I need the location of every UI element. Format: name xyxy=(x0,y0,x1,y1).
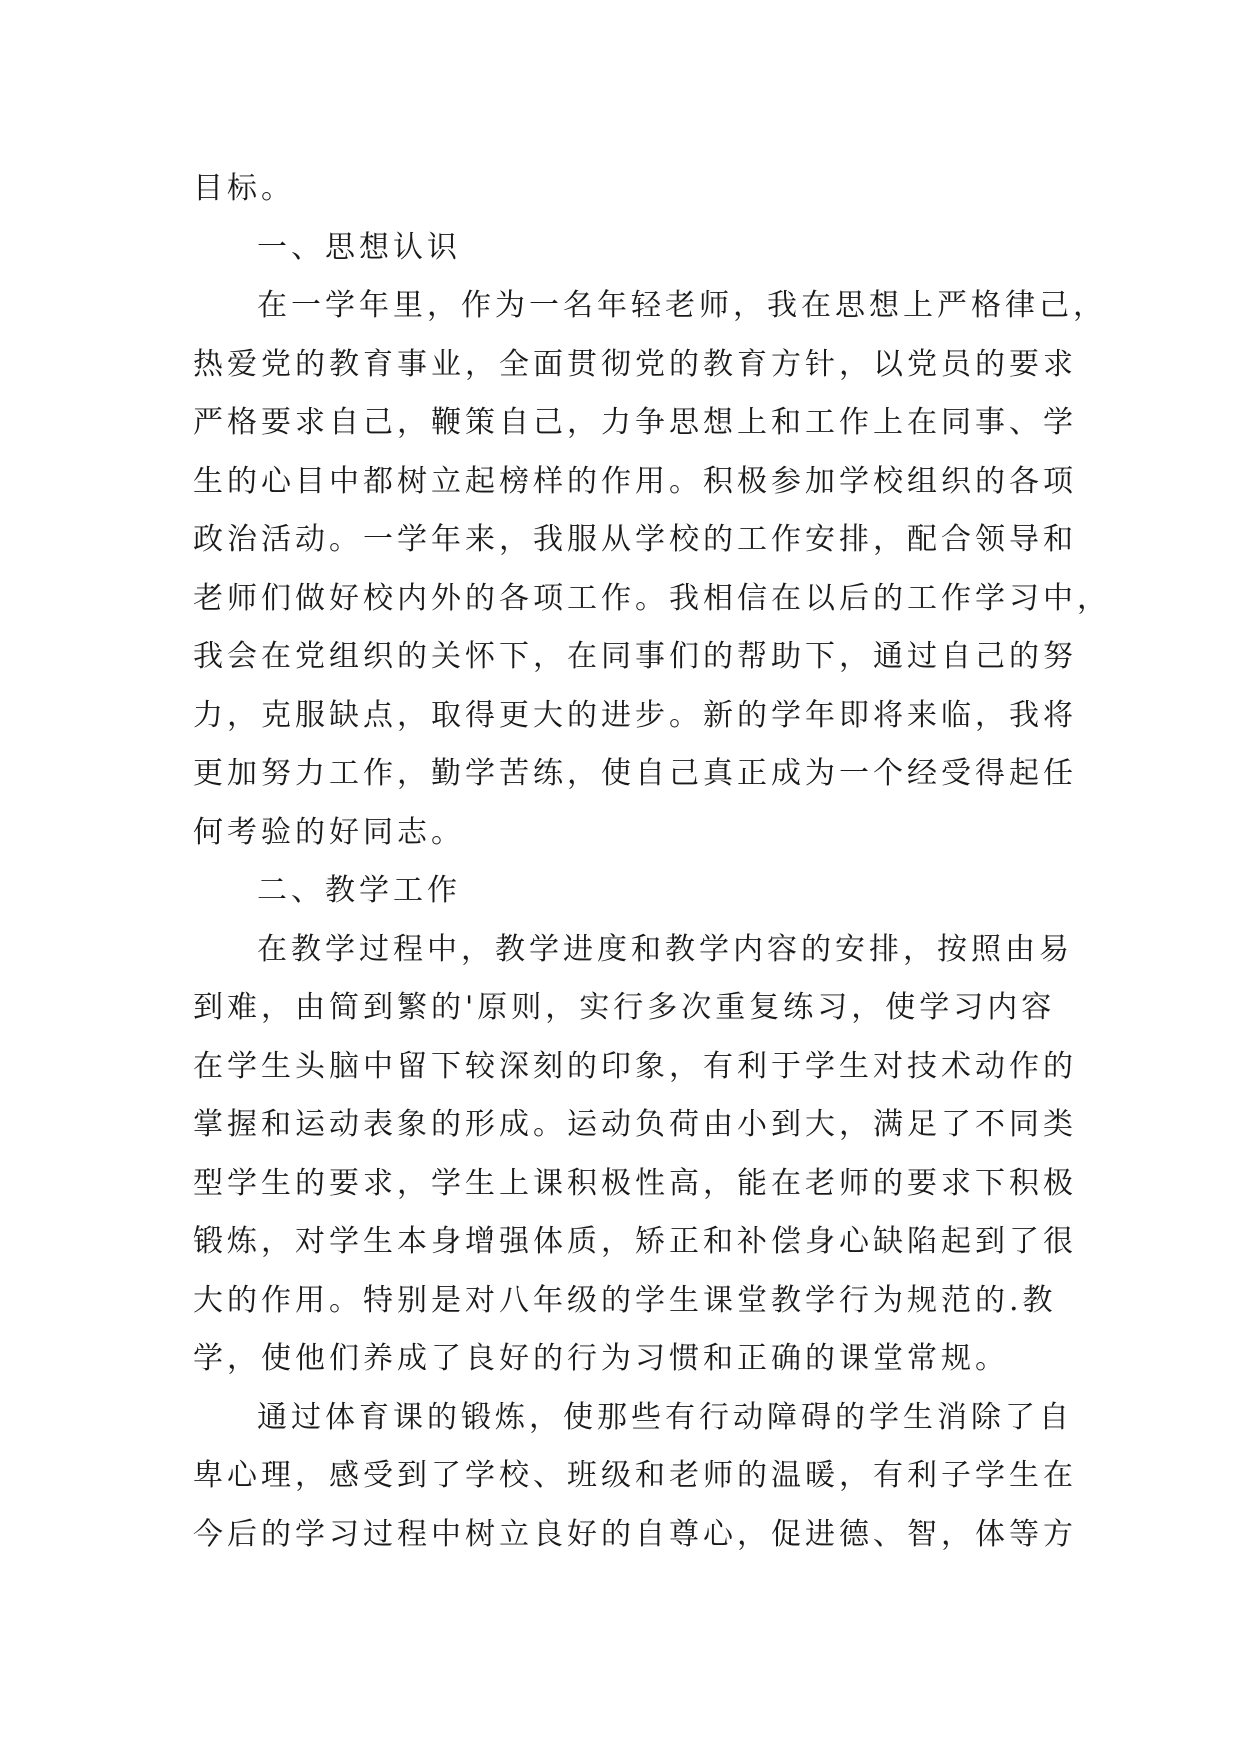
text-line: 到难，由简到繁的'原则，实行多次重复练习，使学习内容 xyxy=(193,990,1056,1025)
text-line: 在学生头脑中留下较深刻的印象，有利于学生对技术动作的 xyxy=(193,1048,1077,1084)
text-line: 通过体育课的锻炼，使那些有行动障碍的学生消除了自 xyxy=(257,1399,1073,1435)
text-line: 在教学过程中，教学进度和教学内容的安排，按照由易 xyxy=(257,931,1073,967)
text-line: 型学生的要求，学生上课积极性高，能在老师的要求下积极 xyxy=(193,1165,1077,1201)
section-heading-teaching: 二、教学工作 xyxy=(257,873,461,908)
text-line: 锻炼，对学生本身增强体质，矫正和补偿身心缺陷起到了很 xyxy=(193,1224,1077,1259)
text-line: 学，使他们养成了良好的行为习惯和正确的课堂常规。 xyxy=(193,1341,1009,1376)
text-line: 力，克服缺点，取得更大的进步。新的学年即将来临，我将 xyxy=(193,697,1077,733)
text-line: 热爱党的教育事业，全面贯彻党的教育方针，以党员的要求 xyxy=(193,346,1077,382)
text-line: 大的作用。特别是对八年级的学生课堂教学行为规范的.教 xyxy=(193,1282,1057,1318)
text-line: 掌握和运动表象的形成。运动负荷由小到大，满足了不同类 xyxy=(193,1107,1077,1142)
text-line: 今后的学习过程中树立良好的自尊心，促进德、智，体等方 xyxy=(193,1516,1077,1552)
text-line: 卑心理，感受到了学校、班级和老师的温暖，有利子学生在 xyxy=(193,1458,1077,1493)
document-body xyxy=(193,160,1111,1564)
text-line: 更加努力工作，勤学苦练，使自己真正成为一个经受得起任 xyxy=(193,756,1077,791)
text-line: 生的心目中都树立起榜样的作用。积极参加学校组织的各项 xyxy=(193,463,1077,499)
text-line: 我会在党组织的关怀下，在同事们的帮助下，通过自己的努 xyxy=(193,639,1077,674)
text-line: 政治活动。一学年来，我服从学校的工作安排，配合领导和 xyxy=(193,522,1077,557)
text-line: 严格要求自己，鞭策自己，力争思想上和工作上在同事、学 xyxy=(193,405,1077,440)
text-line: 目标。 xyxy=(193,171,295,206)
text-line: 老师们做好校内外的各项工作。我相信在以后的工作学习中， xyxy=(193,580,1111,616)
text-line: 何考验的好同志。 xyxy=(193,814,465,850)
text-line: 在一学年里，作为一名年轻老师，我在思想上严格律己， xyxy=(257,288,1107,323)
section-heading-thought: 一、思想认识 xyxy=(257,229,461,265)
